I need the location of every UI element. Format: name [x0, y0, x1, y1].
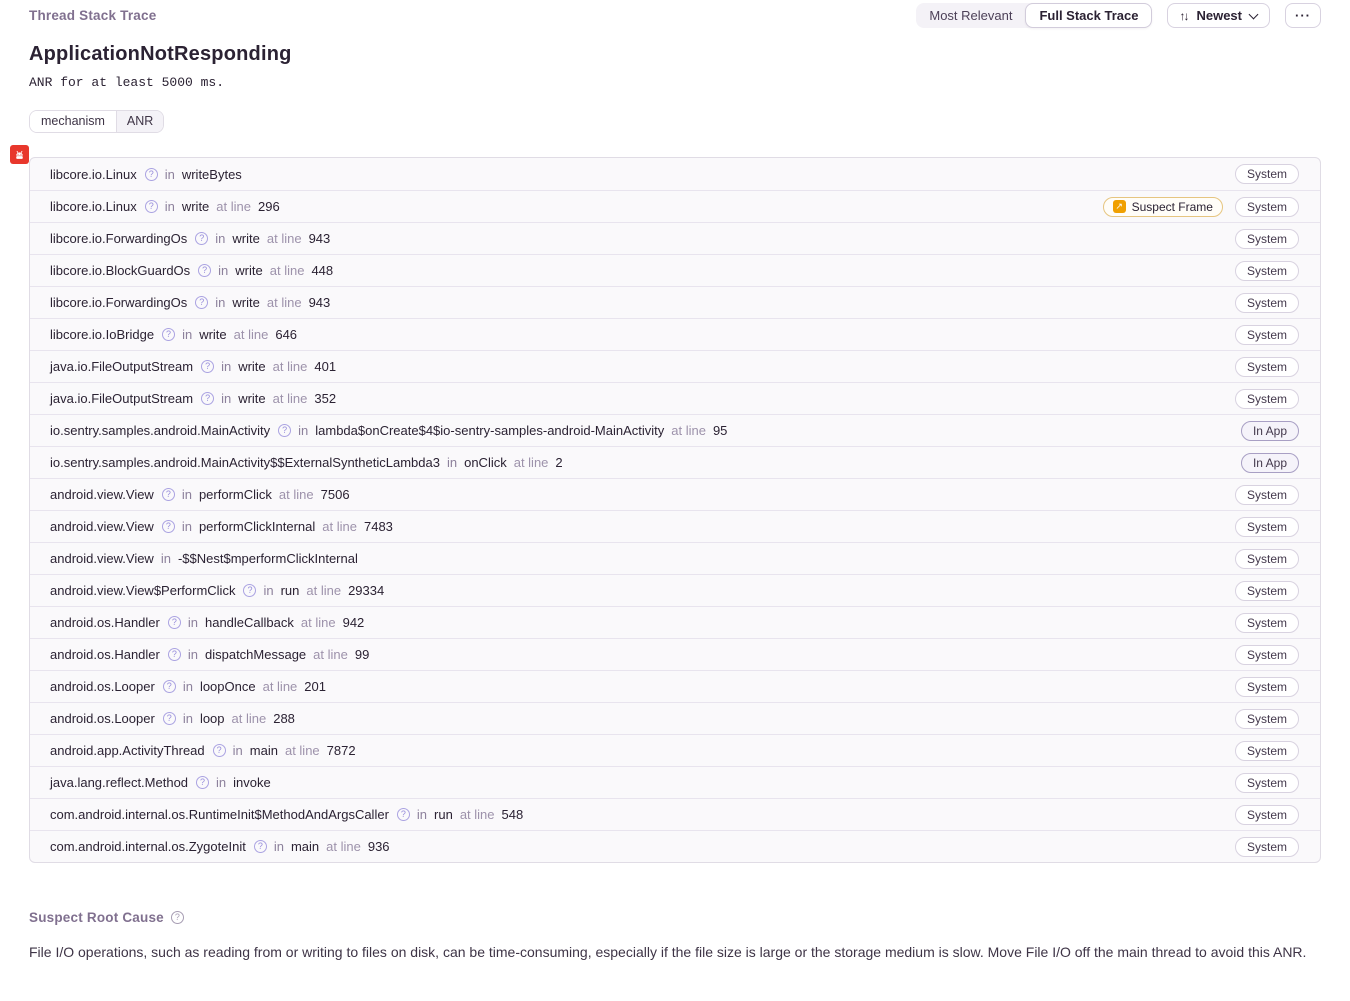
frame-module: libcore.io.ForwardingOs: [50, 231, 188, 246]
frame-in-label: in: [181, 487, 192, 502]
frame-line-number: 943: [308, 295, 331, 310]
frame-in-label: in: [164, 166, 175, 182]
frame-origin-badge: System: [1235, 197, 1299, 217]
frame-in-label: in: [187, 615, 198, 630]
help-icon[interactable]: ?: [163, 712, 176, 725]
frame-function: loopOnce: [199, 679, 256, 694]
help-icon[interactable]: ?: [162, 488, 175, 501]
frame-module: libcore.io.BlockGuardOs: [50, 263, 191, 278]
stack-frame-row[interactable]: [30, 510, 1320, 542]
stack-frame-row[interactable]: [30, 190, 1320, 222]
frame-atline-label: at line: [326, 839, 361, 854]
frame-function: write: [181, 199, 210, 214]
frame-in-label: in: [218, 263, 229, 278]
frame-module: com.android.internal.os.ZygoteInit: [50, 839, 246, 854]
frame-atline-label: at line: [272, 391, 308, 406]
android-robot-glyph: [13, 148, 26, 161]
frame-line-number: 352: [314, 391, 337, 406]
frame-module: android.view.View$PerformClick: [50, 583, 236, 598]
frame-function: run: [280, 583, 300, 598]
stack-frame-row[interactable]: [30, 350, 1320, 382]
ellipsis-icon: ···: [1295, 8, 1311, 23]
frame-origin-badge: In App: [1241, 421, 1299, 441]
frame-in-label: in: [164, 199, 175, 214]
android-platform-icon: [10, 145, 29, 164]
stack-frame-row[interactable]: [30, 222, 1320, 254]
frame-atline-label: at line: [216, 199, 251, 214]
frame-module: java.io.FileOutputStream: [50, 359, 194, 374]
frame-function: run: [434, 807, 453, 822]
frame-module: libcore.io.IoBridge: [50, 327, 155, 342]
frame-line-number: 296: [258, 199, 280, 214]
stack-frame-row[interactable]: [30, 478, 1320, 510]
frame-in-label: in: [221, 359, 232, 374]
frame-origin-badge: System: [1235, 357, 1299, 377]
frame-module: android.os.Handler: [50, 615, 160, 630]
help-icon[interactable]: ?: [196, 776, 209, 789]
sort-button[interactable]: [1167, 3, 1270, 28]
stack-frame-row[interactable]: [30, 254, 1320, 286]
frame-function: write: [232, 231, 260, 246]
frame-origin-badge: System: [1235, 645, 1299, 665]
frame-in-label: in: [263, 583, 274, 598]
frame-in-label: in: [182, 711, 193, 726]
help-icon[interactable]: ?: [162, 520, 175, 533]
frame-atline-label: at line: [284, 743, 320, 758]
stack-frame-row[interactable]: [30, 542, 1320, 574]
chevron-down-icon: [1249, 9, 1258, 18]
help-icon[interactable]: ?: [397, 808, 410, 821]
frame-function: write: [238, 391, 266, 406]
stack-frame-row[interactable]: [30, 158, 1320, 190]
frame-module: libcore.io.Linux: [50, 166, 137, 182]
frame-line-number: 99: [354, 647, 370, 662]
error-message: ANR for at least 5000 ms.: [29, 75, 225, 90]
frame-line-number: 29334: [348, 583, 385, 598]
help-icon[interactable]: ?: [201, 360, 214, 373]
sort-button-label: Newest: [1196, 8, 1242, 23]
help-icon[interactable]: ?: [201, 392, 214, 405]
frame-origin-badge: System: [1235, 261, 1299, 281]
frame-module: libcore.io.ForwardingOs: [50, 295, 188, 310]
frame-in-label: in: [221, 391, 232, 406]
frame-function: onClick: [464, 455, 507, 470]
help-icon[interactable]: ?: [145, 200, 158, 213]
frame-origin-badge: System: [1235, 325, 1299, 345]
stack-frame-row[interactable]: [30, 318, 1320, 350]
more-options-button[interactable]: [1285, 3, 1321, 28]
help-icon[interactable]: ?: [168, 616, 181, 629]
frame-function: invoke: [233, 775, 271, 790]
frame-atline-label: at line: [313, 647, 348, 662]
frame-origin-badge: System: [1235, 581, 1299, 601]
frame-atline-label: at line: [266, 295, 302, 310]
frame-function: write: [238, 359, 266, 374]
frame-origin-badge: System: [1235, 293, 1299, 313]
frame-origin-badge: System: [1235, 164, 1299, 184]
frame-in-label: in: [187, 647, 198, 662]
error-type-title: ApplicationNotResponding: [29, 43, 292, 65]
help-icon[interactable]: ?: [195, 232, 208, 245]
frame-module: android.app.ActivityThread: [50, 743, 205, 758]
sort-arrows-icon: ↑↓: [1179, 8, 1188, 23]
frame-atline-label: at line: [300, 615, 336, 630]
frame-module: android.view.View: [50, 551, 154, 566]
frame-atline-label: at line: [233, 327, 269, 342]
frame-origin-badge: System: [1235, 485, 1299, 505]
frame-line-number: 943: [308, 231, 331, 246]
frame-function: handleCallback: [204, 615, 294, 630]
frame-in-label: in: [298, 423, 309, 438]
stack-frame-row[interactable]: [30, 382, 1320, 414]
frame-function: write: [199, 327, 227, 342]
stack-frame-row[interactable]: [30, 286, 1320, 318]
frame-origin-badge: In App: [1241, 453, 1299, 473]
help-icon[interactable]: ?: [195, 296, 208, 309]
tag-value: ANR: [116, 111, 163, 132]
frame-line-number: 548: [501, 807, 524, 822]
frame-function: dispatchMessage: [204, 647, 307, 662]
stack-trace-header: [29, 0, 1321, 28]
frame-function: write: [232, 295, 260, 310]
frame-in-label: in: [216, 775, 227, 790]
frame-function: performClickInternal: [198, 519, 316, 534]
frame-in-label: in: [215, 295, 226, 310]
view-toggle-most-relevant[interactable]: Most Relevant: [916, 3, 1025, 28]
frame-line-number: 942: [342, 615, 365, 630]
stack-frame-row[interactable]: [30, 798, 1320, 830]
suspect-frame-label: Suspect Frame: [1131, 199, 1213, 214]
tag-mechanism[interactable]: [29, 110, 164, 133]
frame-origin-badge: System: [1235, 389, 1299, 409]
frame-function: main: [290, 839, 320, 854]
frame-line-number: 2: [555, 455, 563, 470]
frame-module: android.os.Looper: [50, 679, 155, 694]
frame-module: libcore.io.Linux: [50, 199, 137, 214]
help-icon[interactable]: ?: [213, 744, 226, 757]
stack-frame-row[interactable]: [30, 574, 1320, 606]
stack-frame-row[interactable]: [30, 638, 1320, 670]
suspect-root-cause-text: File I/O operations, such as reading from or writing to files on disk, can be time-consuming, especially if the file size is large or the storage medium is slow. Move File I/O off the main thread to avoid this ANR.: [29, 944, 1307, 960]
frame-in-label: in: [215, 231, 226, 246]
frame-function: loop: [199, 711, 225, 726]
frame-atline-label: at line: [262, 679, 298, 694]
stack-frame-row[interactable]: [30, 446, 1320, 478]
frame-module: io.sentry.samples.android.MainActivity$$ExternalSyntheticLambda3: [50, 455, 440, 470]
frame-in-label: in: [181, 519, 192, 534]
suspect-frame-badge[interactable]: [1103, 197, 1223, 217]
frame-atline-label: at line: [272, 359, 308, 374]
frame-atline-label: at line: [266, 231, 302, 246]
frame-module: android.view.View: [50, 487, 154, 502]
stack-frame-row[interactable]: [30, 702, 1320, 734]
help-icon[interactable]: ?: [162, 328, 175, 341]
frame-in-label: in: [232, 743, 243, 758]
frame-module: com.android.internal.os.RuntimeInit$MethodAndArgsCaller: [50, 807, 389, 822]
frame-in-label: in: [182, 679, 193, 694]
frame-origin-badge: System: [1235, 805, 1299, 825]
frame-module: android.view.View: [50, 519, 154, 534]
frame-in-label: in: [416, 807, 428, 822]
frame-atline-label: at line: [278, 487, 314, 502]
frame-module: android.os.Looper: [50, 711, 155, 726]
frame-function: -$$Nest$mperformClickInternal: [177, 551, 358, 566]
frame-line-number: 448: [311, 263, 334, 278]
stack-trace-table: [29, 157, 1321, 863]
suspect-root-cause-section: [29, 910, 1321, 962]
view-toggle-full-stack-trace[interactable]: Full Stack Trace: [1025, 3, 1152, 28]
help-icon[interactable]: ?: [145, 168, 158, 181]
frame-origin-badge: System: [1235, 741, 1299, 761]
view-toggle: [916, 3, 1152, 28]
frame-in-label: in: [273, 839, 284, 854]
tag-key: mechanism: [30, 111, 116, 132]
suspect-root-cause-title: Suspect Root Cause: [29, 910, 164, 925]
frame-module: java.io.FileOutputStream: [50, 391, 194, 406]
frame-line-number: 95: [712, 423, 728, 438]
question-mark-icon[interactable]: ?: [171, 911, 184, 924]
frame-function: main: [249, 743, 278, 758]
header-controls: [916, 3, 1321, 28]
frame-line-number: 7506: [320, 487, 350, 502]
frame-function: write: [235, 263, 263, 278]
stack-frame-row[interactable]: [30, 670, 1320, 702]
frame-line-number: 7483: [363, 519, 393, 534]
frame-line-number: 7872: [326, 743, 356, 758]
frame-origin-badge: System: [1235, 709, 1299, 729]
section-title: Thread Stack Trace: [29, 8, 157, 23]
frame-atline-label: at line: [513, 455, 549, 470]
frame-origin-badge: System: [1235, 517, 1299, 537]
frame-in-label: in: [160, 551, 171, 566]
frame-atline-label: at line: [231, 711, 267, 726]
help-icon[interactable]: ?: [163, 680, 176, 693]
help-icon[interactable]: ?: [198, 264, 211, 277]
frame-atline-label: at line: [269, 263, 305, 278]
frame-in-label: in: [446, 455, 458, 470]
frame-origin-badge: System: [1235, 837, 1299, 857]
frame-in-label: in: [182, 327, 193, 342]
help-icon[interactable]: ?: [254, 840, 267, 853]
help-icon[interactable]: ?: [168, 648, 181, 661]
frame-module: io.sentry.samples.android.MainActivity: [50, 423, 271, 438]
frame-atline-label: at line: [671, 423, 706, 438]
frame-function: performClick: [198, 487, 272, 502]
help-icon[interactable]: ?: [243, 584, 256, 597]
frame-line-number: 936: [367, 839, 390, 854]
frame-function: writeBytes: [181, 166, 242, 182]
frame-line-number: 288: [273, 711, 295, 726]
frame-line-number: 646: [275, 327, 298, 342]
stack-frame-row[interactable]: [30, 734, 1320, 766]
frame-origin-badge: System: [1235, 773, 1299, 793]
frame-line-number: 201: [304, 679, 326, 694]
stack-frame-row[interactable]: [30, 830, 1320, 862]
frame-module: android.os.Handler: [50, 647, 160, 662]
frame-atline-label: at line: [322, 519, 357, 534]
help-icon[interactable]: ?: [278, 424, 291, 437]
frame-origin-badge: System: [1235, 677, 1299, 697]
frame-origin-badge: System: [1235, 613, 1299, 633]
frame-function: lambda$onCreate$4$io-sentry-samples-android-MainActivity: [315, 423, 665, 438]
stack-frame-row[interactable]: [30, 414, 1320, 446]
external-link-icon: ↗: [1113, 200, 1126, 213]
frame-line-number: 401: [314, 359, 337, 374]
frame-atline-label: at line: [306, 583, 342, 598]
frame-module: java.lang.reflect.Method: [50, 775, 189, 790]
frame-atline-label: at line: [459, 807, 495, 822]
frame-origin-badge: System: [1235, 549, 1299, 569]
frame-origin-badge: System: [1235, 229, 1299, 249]
stack-frame-row[interactable]: [30, 606, 1320, 638]
stack-frame-row[interactable]: [30, 766, 1320, 798]
